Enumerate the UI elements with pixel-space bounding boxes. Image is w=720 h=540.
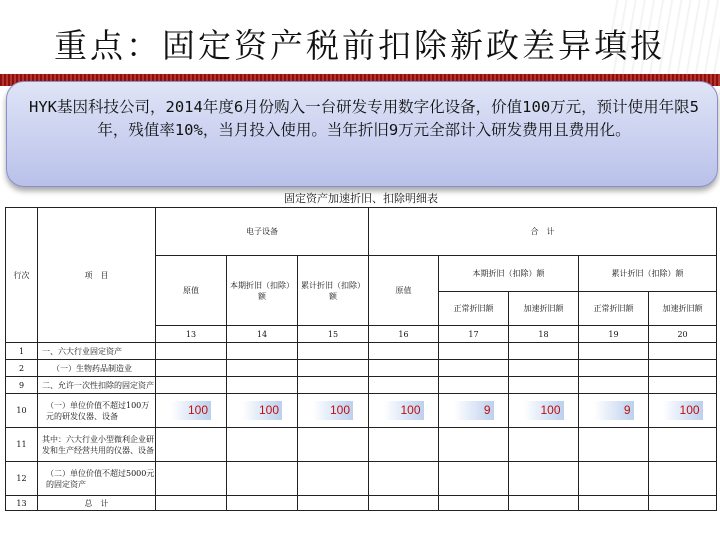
data-cell[interactable] <box>156 343 227 360</box>
value-current-dep-electronic: 100 <box>242 401 282 420</box>
data-cell[interactable] <box>579 496 649 511</box>
table-row <box>6 428 717 462</box>
data-cell[interactable] <box>369 394 439 428</box>
row-number: 2 <box>6 360 38 377</box>
data-cell[interactable] <box>369 462 439 496</box>
header-normal-dep: 正常折旧额 <box>579 292 649 326</box>
data-cell[interactable] <box>649 462 717 496</box>
row-item: 其中：六大行业小型微利企业研发和生产经营共用的仪器、设备 <box>38 428 156 462</box>
row-item: 一、六大行业固定资产 <box>38 343 156 360</box>
row-item: （二）单位价值不超过5000元的固定资产 <box>38 462 156 496</box>
data-cell[interactable] <box>227 462 298 496</box>
data-cell[interactable] <box>649 343 717 360</box>
callout-text: HYK基因科技公司，2014年度6月份购入一台研发专用数字化设备，价值100万元，预计使用年限5年，残值率10%，当月投入使用。当年折旧9万元全部计入研发费用且费用化。 <box>29 98 699 139</box>
col-number: 13 <box>156 326 227 343</box>
value-accum-normal: 9 <box>594 401 634 420</box>
row-item-total: 总 计 <box>38 496 156 511</box>
value-accum-accel: 100 <box>663 401 703 420</box>
data-cell[interactable] <box>298 360 369 377</box>
col-number: 14 <box>227 326 298 343</box>
example-callout-box <box>6 81 718 187</box>
data-cell[interactable] <box>509 377 579 394</box>
data-cell[interactable] <box>227 428 298 462</box>
header-accum-group: 累计折旧（扣除）额 <box>579 256 717 292</box>
data-cell[interactable] <box>227 377 298 394</box>
data-cell[interactable] <box>298 377 369 394</box>
table-row <box>6 360 717 377</box>
header-normal-dep: 正常折旧额 <box>439 292 509 326</box>
data-cell[interactable] <box>156 394 227 428</box>
data-cell[interactable] <box>439 360 509 377</box>
data-cell[interactable] <box>439 343 509 360</box>
table-row <box>6 462 717 496</box>
data-cell[interactable] <box>227 360 298 377</box>
row-item: （一）生物药品制造业 <box>38 360 156 377</box>
value-current-accel: 100 <box>524 401 564 420</box>
value-accum-dep-electronic: 100 <box>313 401 353 420</box>
header-orig-value-total: 原值 <box>369 256 439 326</box>
data-cell[interactable] <box>227 343 298 360</box>
depreciation-table <box>5 190 717 511</box>
data-cell[interactable] <box>579 343 649 360</box>
data-cell[interactable] <box>509 360 579 377</box>
data-cell[interactable] <box>439 462 509 496</box>
value-current-normal: 9 <box>454 401 494 420</box>
data-cell[interactable] <box>439 496 509 511</box>
row-number: 9 <box>6 377 38 394</box>
header-accum-dep: 累计折旧（扣除）额 <box>298 256 369 326</box>
data-cell[interactable] <box>579 428 649 462</box>
data-cell[interactable] <box>369 343 439 360</box>
data-cell[interactable] <box>439 394 509 428</box>
data-cell[interactable] <box>439 428 509 462</box>
data-cell[interactable] <box>156 377 227 394</box>
row-number: 12 <box>6 462 38 496</box>
data-cell[interactable] <box>298 428 369 462</box>
data-cell[interactable] <box>298 394 369 428</box>
data-cell[interactable] <box>369 377 439 394</box>
table-row <box>6 394 717 428</box>
data-cell[interactable] <box>649 360 717 377</box>
table-row <box>6 377 717 394</box>
data-cell[interactable] <box>156 462 227 496</box>
header-accel-dep: 加速折旧额 <box>649 292 717 326</box>
data-cell[interactable] <box>649 377 717 394</box>
data-cell[interactable] <box>156 496 227 511</box>
data-cell[interactable] <box>227 394 298 428</box>
header-current-dep: 本期折旧（扣除）额 <box>227 256 298 326</box>
data-cell[interactable] <box>439 377 509 394</box>
data-cell[interactable] <box>227 496 298 511</box>
data-cell[interactable] <box>509 343 579 360</box>
row-item: 二、允许一次性扣除的固定资产 <box>38 377 156 394</box>
header-group-total: 合 计 <box>369 208 717 256</box>
slide-title: 重点：固定资产税前扣除新政差异填报 <box>54 26 666 65</box>
header-row-no: 行次 <box>6 208 38 343</box>
data-cell[interactable] <box>156 360 227 377</box>
data-cell[interactable] <box>369 496 439 511</box>
data-cell[interactable] <box>298 343 369 360</box>
table-row <box>6 496 717 511</box>
data-cell[interactable] <box>649 428 717 462</box>
col-number: 17 <box>439 326 509 343</box>
header-current-group: 本期折旧（扣除）额 <box>439 256 579 292</box>
data-cell[interactable] <box>649 496 717 511</box>
col-number: 18 <box>509 326 579 343</box>
table-caption: 固定资产加速折旧、扣除明细表 <box>6 190 717 208</box>
data-cell[interactable] <box>369 360 439 377</box>
col-number: 15 <box>298 326 369 343</box>
data-cell[interactable] <box>579 360 649 377</box>
data-cell[interactable] <box>369 428 439 462</box>
data-cell[interactable] <box>579 462 649 496</box>
row-number: 10 <box>6 394 38 428</box>
row-item: （一）单位价值不超过100万元的研发仪器、设备 <box>38 394 156 428</box>
header-accel-dep: 加速折旧额 <box>509 292 579 326</box>
col-number: 16 <box>369 326 439 343</box>
header-orig-value: 原值 <box>156 256 227 326</box>
depreciation-table-container <box>5 190 716 511</box>
data-cell[interactable] <box>509 496 579 511</box>
table-row <box>6 343 717 360</box>
data-cell[interactable] <box>579 377 649 394</box>
data-cell[interactable] <box>509 462 579 496</box>
row-number: 13 <box>6 496 38 511</box>
data-cell[interactable] <box>649 394 717 428</box>
value-orig-total: 100 <box>384 401 424 420</box>
header-group-electronic: 电子设备 <box>156 208 369 256</box>
header-item: 项 目 <box>38 208 156 343</box>
data-cell[interactable] <box>156 428 227 462</box>
data-cell[interactable] <box>579 394 649 428</box>
value-orig-electronic: 100 <box>171 401 211 420</box>
col-number: 20 <box>649 326 717 343</box>
data-cell[interactable] <box>509 428 579 462</box>
row-number: 11 <box>6 428 38 462</box>
data-cell[interactable] <box>298 496 369 511</box>
data-cell[interactable] <box>509 394 579 428</box>
col-number: 19 <box>579 326 649 343</box>
row-number: 1 <box>6 343 38 360</box>
data-cell[interactable] <box>298 462 369 496</box>
